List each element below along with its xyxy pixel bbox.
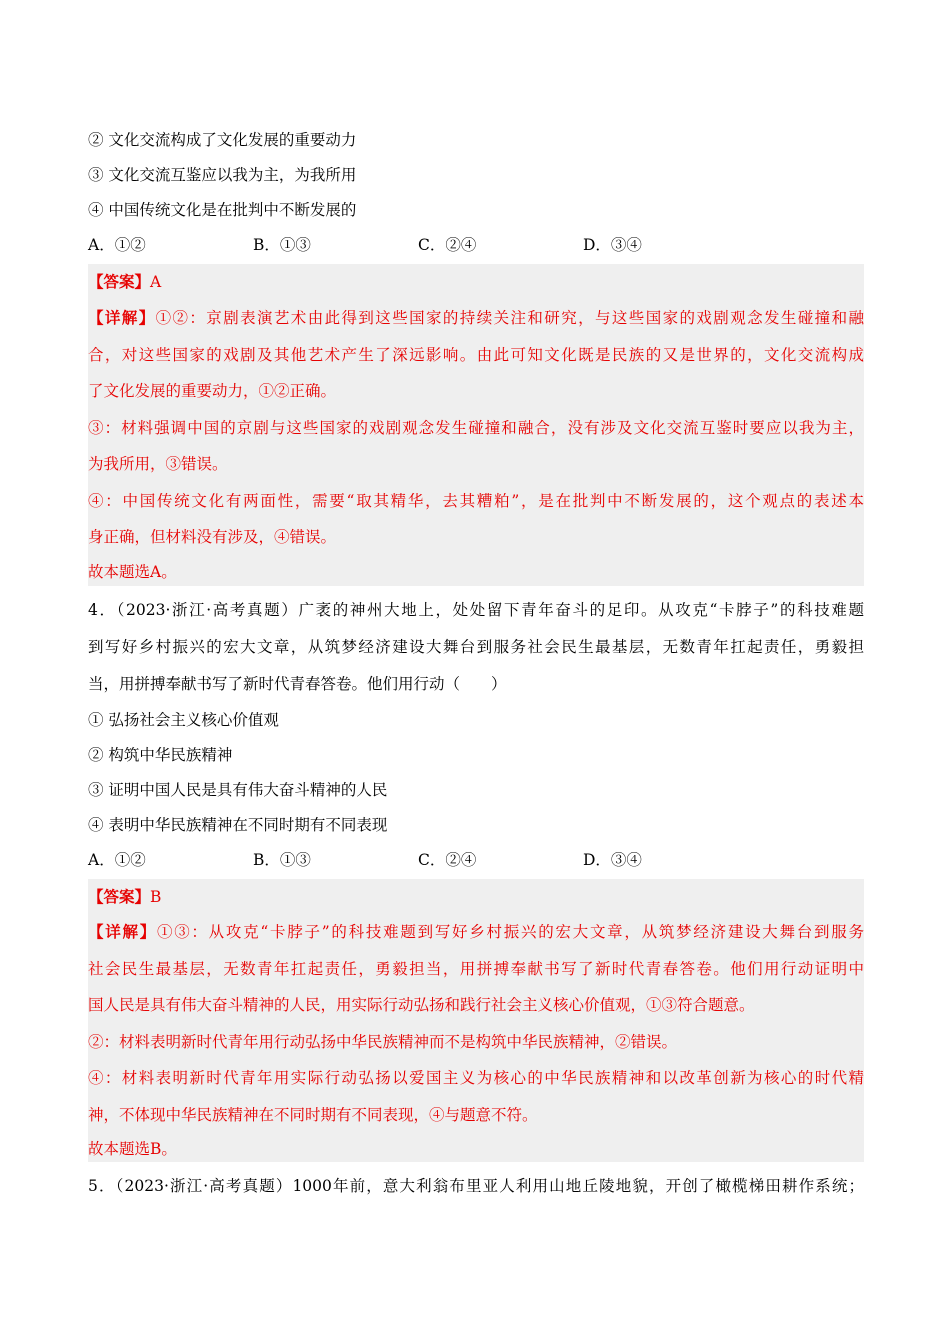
q4-option-1: ① 弘扬社会主义核心价值观 [88,711,279,729]
q4-answer-value: B [150,888,162,906]
q4-choice-d: D．③④ [583,851,642,869]
q3-detail-line-5: 为我所用，③错误。 [88,455,228,473]
q4-choice-b: B．①③ [253,851,311,869]
q3-detail-line-3: 了文化发展的重要动力，①②正确。 [88,382,337,400]
q4-answer-label: 【答案】 [88,887,151,906]
q4-option-3: ③ 证明中国人民是具有伟大奋斗精神的人民 [88,781,388,799]
q4-option-2: ② 构筑中华民族精神 [88,746,233,764]
q3-choice-c: C．②④ [418,236,477,254]
q3-answer-value: A [150,273,162,291]
q4-option-4: ④ 表明中华民族精神在不同时期有不同表现 [88,816,388,834]
q4-detail-line-7: 故本题选B。 [88,1140,177,1158]
q3-answer [88,272,161,292]
q3-option-2: ② 文化交流构成了文化发展的重要动力 [88,131,357,149]
q4-detail-line-3: 国人民是具有伟大奋斗精神的人民，用实际行动弘扬和践行社会主义核心价值观，①③符合题意。 [88,996,755,1014]
q4-choice-c: C．②④ [418,851,477,869]
q3-answer-label: 【答案】 [88,272,151,291]
q3-choice-b: B．①③ [253,236,311,254]
q3-detail-label: 【详解】 [88,308,156,327]
q4-answer-box [88,879,864,1162]
q4-stem-line-1: 4．（2023·浙江·高考真题）广袤的神州大地上，处处留下青年奋斗的足印。从攻克“卡脖子”的科技难题 [88,601,864,619]
q3-choice-d: D．③④ [583,236,642,254]
q4-detail-line-5: ④：材料表明新时代青年用实际行动弘扬以爱国主义为核心的中华民族精神和以改革创新为核心的时代精 [88,1069,864,1087]
q4-detail-line-6: 神，不体现中华民族精神在不同时期有不同表现，④与题意不符。 [88,1106,538,1124]
q3-choice-a: A．①② [88,236,146,254]
q3-detail-line-7: 身正确，但材料没有涉及，④错误。 [88,528,337,546]
q4-detail-label: 【详解】 [88,922,157,941]
q4-stem-line-3: 当，用拼搏奉献书写了新时代青春答卷。他们用行动（ ） [88,675,507,693]
q5-stem-line-1: 5．（2023·浙江·高考真题）1000年前，意大利翁布里亚人利用山地丘陵地貌，开创了橄榄梯田耕作系统； [88,1177,864,1195]
q4-answer [88,887,161,907]
q4-detail-line-1: 【详解】①③：从攻克“卡脖子”的科技难题到写好乡村振兴的宏大文章，从筑梦经济建设大舞台到服务 [88,922,864,941]
q3-answer-box [88,264,864,586]
q3-detail-line-8: 故本题选A。 [88,563,177,581]
q3-option-3: ③ 文化交流互鉴应以我为主，为我所用 [88,166,357,184]
q4-choice-a: A．①② [88,851,146,869]
q3-option-4: ④ 中国传统文化是在批判中不断发展的 [88,201,357,219]
q4-detail-line-4: ②：材料表明新时代青年用行动弘扬中华民族精神而不是构筑中华民族精神，②错误。 [88,1033,678,1051]
q4-stem-line-2: 到写好乡村振兴的宏大文章，从筑梦经济建设大舞台到服务社会民生最基层，无数青年扛起责任，勇毅担 [88,638,864,656]
q3-detail-line-4: ③：材料强调中国的京剧与这些国家的戏剧观念发生碰撞和融合，没有涉及文化交流互鉴时要应以我为主， [88,419,864,437]
q3-detail-line-1: 【详解】①②：京剧表演艺术由此得到这些国家的持续关注和研究，与这些国家的戏剧观念发生碰撞和融 [88,308,864,327]
q3-detail-line-6: ④：中国传统文化有两面性，需要“取其精华，去其糟粕”，是在批判中不断发展的，这个观点的表述本 [88,492,864,510]
q3-detail-line-2: 合，对这些国家的戏剧及其他艺术产生了深远影响。由此可知文化既是民族的又是世界的，文化交流构成 [88,346,864,364]
q4-detail-line-2: 社会民生最基层，无数青年扛起责任，勇毅担当，用拼搏奉献书写了新时代青春答卷。他们用行动证明中 [88,960,864,978]
